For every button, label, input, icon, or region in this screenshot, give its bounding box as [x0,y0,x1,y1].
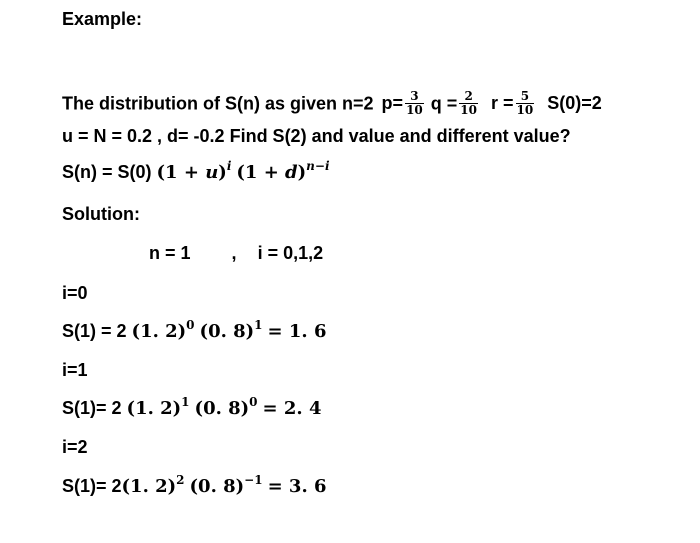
case0-lhs: S(1) = 2 [62,321,127,341]
formula-line [62,159,330,183]
formula-term-2 [236,159,330,183]
solution-label: Solution: [62,204,140,224]
p-label: p= [381,93,404,114]
case2-base1: (1. 2) [121,476,177,497]
case2-term1 [121,473,185,497]
term2-var: d [285,162,298,183]
q-label: q = [430,93,458,114]
case2-exp1: 2 [176,473,185,487]
r-fraction [516,90,535,117]
term1-close: ) [218,162,227,183]
s0-value: S(0)=2 [547,93,602,114]
p-fraction [405,90,424,117]
case1-base2: (0. 8) [194,398,250,419]
q-fraction [459,90,478,117]
case1-base1: (1. 2) [126,398,182,419]
term2-close: ) [297,162,307,183]
formula-lhs: S(n) = S(0) [62,162,152,182]
p-numerator: 3 [405,90,424,104]
case-equation-i0 [62,318,327,342]
case1-term1 [126,395,190,419]
example-heading: Example: [62,9,143,29]
q-numerator: 2 [459,90,478,104]
case0-exp2: 1 [254,318,263,332]
case1-term2 [194,395,258,419]
formula-term-1 [156,159,232,183]
case-equation-i1 [62,395,322,419]
case0-base1: (1. 2) [131,321,187,342]
case-label-i0: i=0 [62,283,88,303]
case1-result: = 2. 4 [262,398,322,419]
case2-lhs: S(1)= 2 [62,476,122,496]
case2-term2 [189,473,263,497]
case-label-i1: i=1 [62,360,88,380]
problem-text: The distribution of S(n) as given n=2 [62,93,374,114]
params-comma: , [231,243,237,263]
r-denominator: 10 [516,103,534,117]
p-denominator: 10 [406,103,423,117]
case0-term1 [131,318,195,342]
problem-line-1 [62,91,602,118]
term1-base: (1 + [156,162,206,183]
term1-var: u [205,162,219,183]
r-numerator: 5 [516,90,535,104]
case1-exp1: 1 [181,395,190,409]
solution-params [149,243,323,264]
term2-exponent: n−i [306,159,330,173]
case0-base2: (0. 8) [199,321,255,342]
case0-exp1: 0 [186,318,195,332]
term2-base: (1 + [236,162,286,183]
problem-line-2: u = N = 0.2 , d= -0.2 Find S(2) and value and different value? [62,126,571,146]
case1-lhs: S(1)= 2 [62,398,122,418]
case2-base2: (0. 8) [189,476,245,497]
case-label-i2: i=2 [62,437,88,457]
n-value: n = 1 [149,243,191,263]
case-equation-i2 [62,473,327,497]
q-denominator: 10 [460,103,477,117]
case1-exp2: 0 [249,395,258,409]
i-values: i = 0,1,2 [257,243,324,263]
case0-result: = 1. 6 [267,321,327,342]
term1-exponent: i [226,159,232,173]
case2-exp2: −1 [244,473,263,487]
case0-term2 [199,318,263,342]
r-label: r = [491,93,514,114]
case2-result: = 3. 6 [267,476,327,497]
